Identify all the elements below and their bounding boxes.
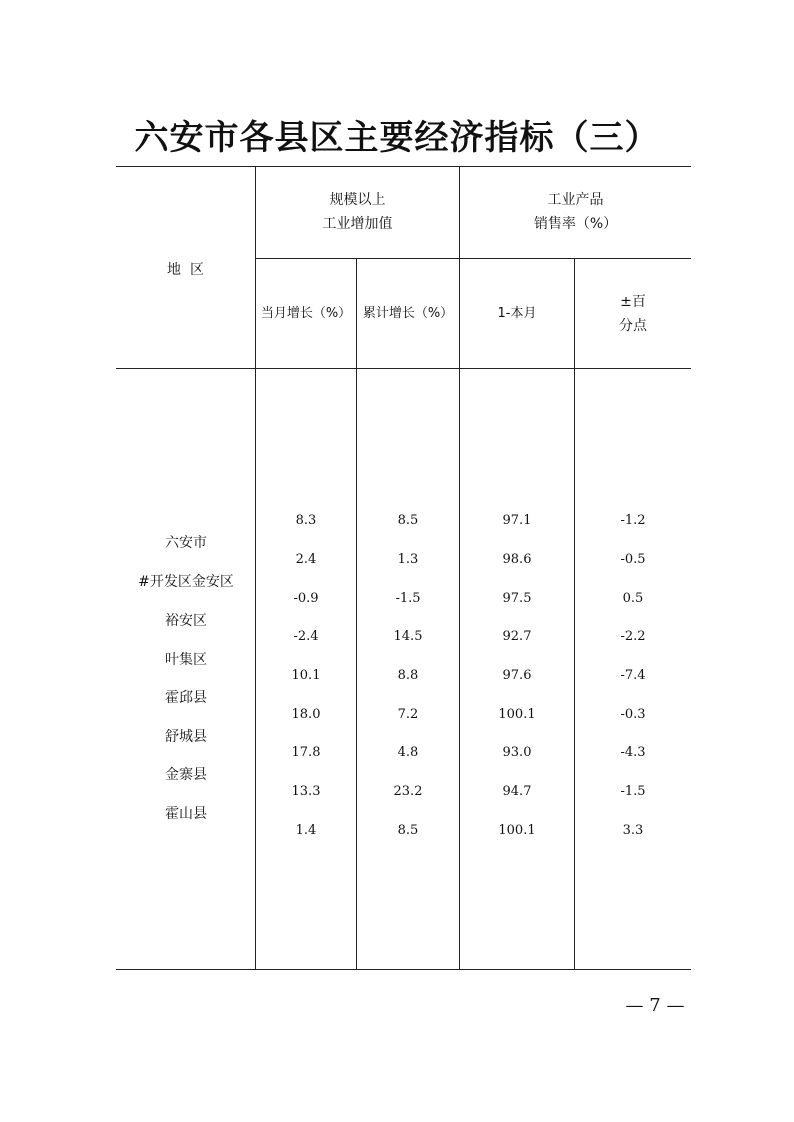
header-pp-change-line1: ±百 <box>620 294 646 310</box>
cell-cumulative-growth: 23.2 <box>393 784 423 799</box>
cell-monthly-growth: 10.1 <box>291 668 321 683</box>
header-industrial-value <box>256 188 459 236</box>
header-region: 地 区 <box>167 262 204 278</box>
table-top-border <box>116 166 691 167</box>
cell-cumulative-growth: 8.8 <box>397 668 419 683</box>
region-label: 霍邱县 <box>165 690 207 706</box>
page-number: — 7 — <box>625 995 685 1016</box>
group-header-divider <box>255 258 691 259</box>
table-bottom-border <box>116 969 691 970</box>
cell-monthly-growth: 1.4 <box>295 823 317 838</box>
cell-sales-rate: 93.0 <box>502 745 532 760</box>
cell-monthly-growth: 8.3 <box>295 513 317 528</box>
cell-cumulative-growth: -1.5 <box>395 591 421 606</box>
header-monthly-growth: 当月增长（%） <box>260 306 352 321</box>
cell-sales-rate: 92.7 <box>502 629 532 644</box>
header-pp-change <box>575 290 691 338</box>
cell-cumulative-growth: 14.5 <box>393 629 423 644</box>
cell-monthly-growth: 2.4 <box>295 552 317 567</box>
header-cumulative-growth: 累计增长（%） <box>362 306 454 321</box>
cell-cumulative-growth: 7.2 <box>397 707 419 722</box>
cell-sales-rate: 97.1 <box>502 513 532 528</box>
cell-cumulative-growth: 1.3 <box>397 552 419 567</box>
page-title: 六安市各县区主要经济指标（三） <box>134 118 660 158</box>
header-sales-rate-line2: 销售率（%） <box>533 216 618 232</box>
region-label: 霍山县 <box>165 806 207 822</box>
cell-sales-rate: 100.1 <box>498 707 536 722</box>
column-divider-group <box>459 166 460 970</box>
region-label: 裕安区 <box>165 613 207 629</box>
cell-monthly-growth: -2.4 <box>293 629 319 644</box>
cell-pp-change: -1.2 <box>620 513 646 528</box>
cell-sales-rate: 100.1 <box>498 823 536 838</box>
region-label: #开发区金安区 <box>138 574 234 590</box>
cell-monthly-growth: 13.3 <box>291 784 321 799</box>
column-divider-region <box>255 166 256 970</box>
cell-sales-rate: 94.7 <box>502 784 532 799</box>
header-industrial-value-line2: 工业增加值 <box>322 216 393 232</box>
region-label: 叶集区 <box>165 652 207 668</box>
cell-cumulative-growth: 8.5 <box>397 513 419 528</box>
region-label: 舒城县 <box>165 729 207 745</box>
cell-pp-change: 3.3 <box>622 823 644 838</box>
region-label: 金寨县 <box>165 767 207 783</box>
cell-pp-change: -2.2 <box>620 629 646 644</box>
cell-cumulative-growth: 4.8 <box>397 745 419 760</box>
cell-cumulative-growth: 8.5 <box>397 823 419 838</box>
cell-pp-change: -4.3 <box>620 745 646 760</box>
cell-pp-change: -0.3 <box>620 707 646 722</box>
header-sales-rate <box>460 188 691 236</box>
cell-monthly-growth: 17.8 <box>291 745 321 760</box>
cell-sales-rate: 97.5 <box>502 591 532 606</box>
cell-monthly-growth: 18.0 <box>291 707 321 722</box>
header-bottom-border <box>116 368 691 369</box>
header-pp-change-line2: 分点 <box>619 318 647 334</box>
cell-sales-rate: 98.6 <box>502 552 532 567</box>
header-sales-rate-line1: 工业产品 <box>547 192 604 208</box>
header-jan-to-month: 1-本月 <box>497 306 537 321</box>
cell-monthly-growth: -0.9 <box>293 591 319 606</box>
cell-pp-change: 0.5 <box>622 591 644 606</box>
region-label: 六安市 <box>165 535 207 551</box>
cell-pp-change: -0.5 <box>620 552 646 567</box>
cell-pp-change: -1.5 <box>620 784 646 799</box>
column-divider-monthly <box>356 258 357 970</box>
header-industrial-value-line1: 规模以上 <box>329 192 386 208</box>
cell-pp-change: -7.4 <box>620 668 646 683</box>
column-divider-sales <box>574 258 575 970</box>
cell-sales-rate: 97.6 <box>502 668 532 683</box>
